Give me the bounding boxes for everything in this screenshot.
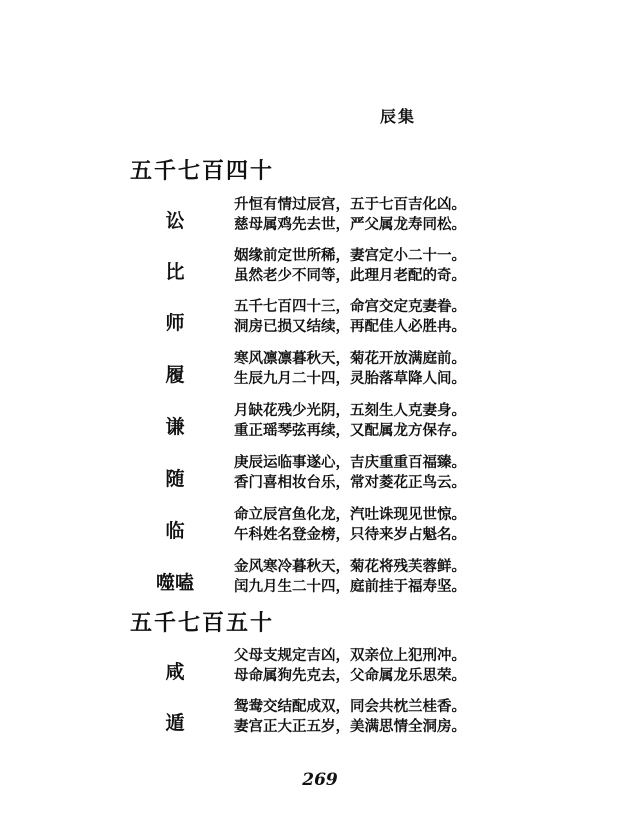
verse-line: 命立辰宫鱼化龙，汽吐诛现见世惊。 xyxy=(234,506,466,523)
verse-line: 升恒有情过辰宫，五于七百吉化凶。 xyxy=(234,196,466,213)
verse-line: 闰九月生二十四，庭前挂于福寿坚。 xyxy=(234,578,466,595)
hexagram-name: 随 xyxy=(165,468,185,490)
verse-line: 虽然老少不同等，此理月老配的奇。 xyxy=(234,267,466,284)
verse-text xyxy=(234,505,466,545)
verse-line: 妻宫正大正五岁，美满思情全洞房。 xyxy=(234,718,466,735)
verse-text xyxy=(234,349,466,389)
verse-line: 慈母属鸡先去世，严父属龙寿同松。 xyxy=(234,216,466,233)
running-head: 辰集 xyxy=(380,107,417,126)
verse-line: 五千七百四十三，命宫交定克妻眷。 xyxy=(234,298,466,315)
hexagram-name: 讼 xyxy=(165,210,185,232)
verse-entry xyxy=(150,646,470,690)
hexagram-name: 临 xyxy=(165,520,185,542)
verse-entry xyxy=(150,505,470,549)
verse-text xyxy=(234,557,466,597)
hexagram-name: 遁 xyxy=(165,712,185,734)
verse-entry xyxy=(150,195,470,239)
hexagram-name: 谦 xyxy=(165,416,185,438)
verse-line: 洞房已损又结续，再配佳人必胜冉。 xyxy=(234,318,466,335)
verse-line: 庚辰运临事遂心，吉庆重重百福臻。 xyxy=(234,454,466,471)
verse-entry xyxy=(150,697,470,741)
verse-text xyxy=(234,453,466,493)
verse-line: 金风寒冷暮秋天，菊花将残芙蓉鲜。 xyxy=(234,558,466,575)
verse-line: 香门喜相妆台乐，常对菱花正鸟云。 xyxy=(234,474,466,491)
verse-line: 姻缘前定世所稀，妻宫定小二十一。 xyxy=(234,247,466,264)
verse-line: 父母支规定吉凶，双亲位上犯刑冲。 xyxy=(234,647,466,664)
verse-line: 重正瑶琴弦再续，又配属龙方保存。 xyxy=(234,422,466,439)
verse-entry xyxy=(150,401,470,445)
verse-line: 寒风凛凛暮秋天，菊花开放满庭前。 xyxy=(234,350,466,367)
verse-line: 生辰九月二十四，灵胎落草降人间。 xyxy=(234,370,466,387)
page-number: 269 xyxy=(302,770,338,790)
verse-line: 母命属狗先克去，父命属龙乐思荣。 xyxy=(234,667,466,684)
hexagram-name: 噬嗑 xyxy=(155,572,194,594)
hexagram-name: 师 xyxy=(165,312,185,334)
hexagram-name: 比 xyxy=(165,261,185,283)
section-title: 五千七百五十 xyxy=(130,610,275,636)
hexagram-name: 咸 xyxy=(165,661,185,683)
verse-line: 月缺花残少光阴，五刻生人克妻身。 xyxy=(234,402,466,419)
verse-entry xyxy=(150,557,470,601)
section-title: 五千七百四十 xyxy=(130,158,275,184)
verse-text xyxy=(234,297,466,337)
verse-entry xyxy=(150,349,470,393)
verse-line: 午科姓名登金榜，只待来岁占魁名。 xyxy=(234,526,466,543)
verse-entry xyxy=(150,297,470,341)
verse-text xyxy=(234,195,466,235)
verse-text xyxy=(234,697,466,737)
verse-text xyxy=(234,646,466,686)
verse-text xyxy=(234,246,466,286)
verse-text xyxy=(234,401,466,441)
hexagram-name: 履 xyxy=(165,364,185,386)
verse-entry xyxy=(150,246,470,290)
verse-line: 鸳鸯交结配成双，同会共枕兰桂香。 xyxy=(234,698,466,715)
verse-entry xyxy=(150,453,470,497)
